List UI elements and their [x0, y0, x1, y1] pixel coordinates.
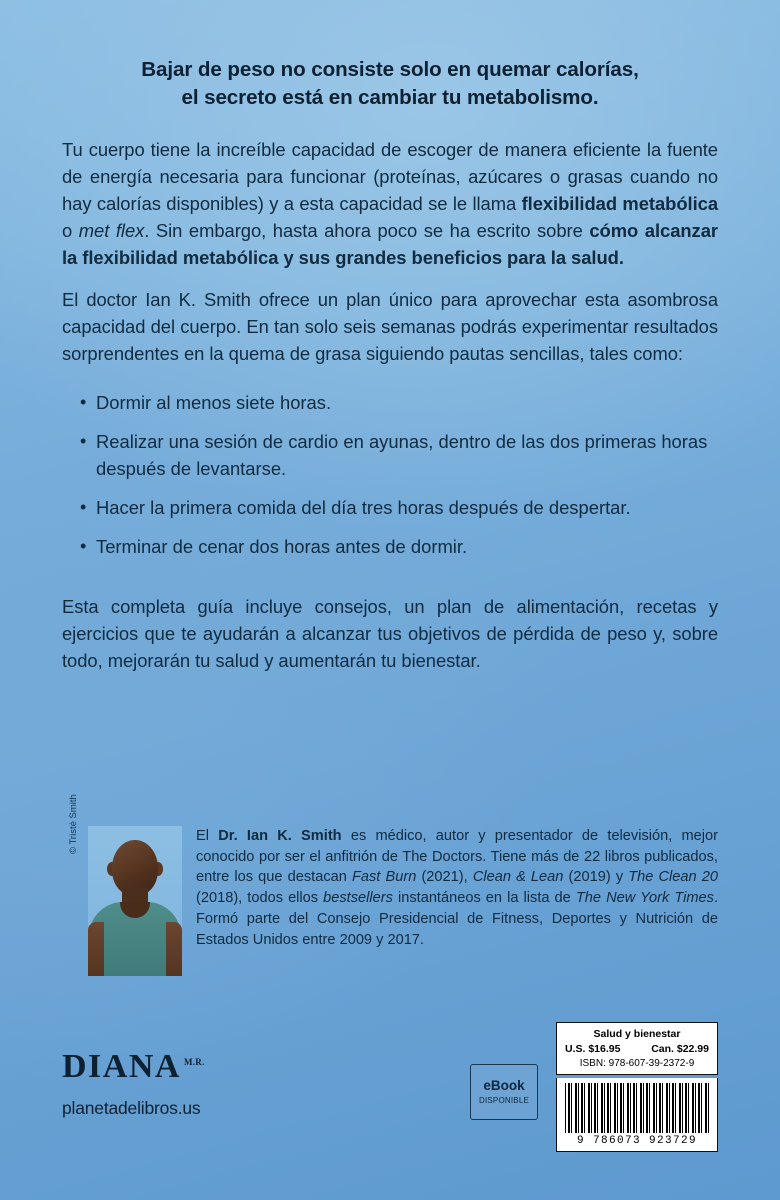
- bio-part-3: (2021),: [416, 869, 473, 886]
- headline-line-1: Bajar de peso no consiste solo en quemar calorías,: [141, 58, 639, 81]
- price-can: Can. $22.99: [651, 1042, 709, 1055]
- barcode-icon: [565, 1083, 709, 1133]
- bio-part-5: (2018), todos ellos: [196, 890, 324, 907]
- term-bestsellers: bestsellers: [323, 890, 393, 907]
- paragraph-plan: El doctor Ian K. Smith ofrece un plan único para aprovechar esta asombrosa capacidad del cuerpo. En tan solo seis semanas podrás experimentar resultados sorprendentes en la quema de grasa siguiendo pautas sencillas, tales como:: [62, 289, 718, 365]
- list-item: • Realizar una sesión de cardio en ayunas, dentro de las dos primeras horas después de levantarse.: [80, 429, 718, 483]
- paragraph-intro: [62, 111, 718, 271]
- paragraph-intro-emphasis: cómo alcanzar la flexibilidad metabólica y sus grandes beneficios para la salud.: [62, 219, 718, 268]
- term-met-flex: met flex: [78, 219, 145, 241]
- photo-credit: © Tristé Smith: [68, 794, 79, 854]
- list-item: • Hacer la primera comida del día tres horas después de despertar.: [80, 495, 718, 522]
- bio-part-2: es médico, autor y presentador de televisión, mejor conocido por ser el anfitrión de The Doctors. Tiene más de 22 libros publicados, entre los que destacan: [196, 828, 719, 886]
- author-name: Dr. Ian K. Smith: [218, 828, 342, 844]
- list-item: • Terminar de cenar dos horas antes de dormir.: [80, 534, 718, 561]
- bio-part-6: instantáneos en la lista de: [392, 890, 576, 907]
- ebook-availability: DISPONIBLE: [478, 1095, 529, 1105]
- ebook-label: eBook: [483, 1078, 525, 1094]
- trademark-mark: M.R.: [183, 1056, 205, 1067]
- paragraph-closing: Esta completa guía incluye consejos, un plan de alimentación, recetas y ejercicios que te ayudarán a alcanzar tus objetivos de pérdida de peso y, sobre todo, mejorarán tu salud y aumentarán tu bienestar.: [62, 596, 718, 672]
- bio-part-7: . Formó parte del Consejo Presidencial de Fitness, Deportes y Nutrición de Estados Unidos entre 2009 y 2017.: [196, 890, 718, 948]
- publisher-website[interactable]: planetadelibros.us: [62, 1098, 201, 1118]
- guidelines-list: [62, 368, 718, 560]
- publisher-name: DIANA: [62, 1048, 181, 1085]
- list-item: • Dormir al menos siete horas.: [80, 390, 718, 417]
- ebook-badge: [470, 1064, 538, 1120]
- book-category: Salud y bienestar: [593, 1028, 681, 1040]
- author-bio: [182, 826, 718, 950]
- bio-part-4: (2019) y: [563, 869, 629, 886]
- bio-part-1: El: [196, 828, 219, 844]
- author-photo-wrap: [62, 794, 182, 976]
- price-box: [556, 1022, 718, 1075]
- book-title-the-clean-20: The Clean 20: [628, 869, 718, 886]
- book-title-clean-and-lean: Clean & Lean: [472, 869, 564, 886]
- photo-arm-left: [88, 922, 104, 976]
- photo-arm-right: [166, 922, 182, 976]
- author-photo: [88, 826, 182, 976]
- publisher-logo: [62, 1050, 205, 1084]
- book-title-fast-burn: Fast Burn: [351, 869, 417, 886]
- publisher-logo-block: [62, 1050, 205, 1119]
- headline: [62, 0, 718, 111]
- price-us: U.S. $16.95: [565, 1042, 621, 1055]
- author-block: [62, 794, 719, 976]
- headline-line-2: el secreto está en cambiar tu metabolismo.: [181, 85, 599, 109]
- barcode-number: 9 786073 923729: [576, 1135, 698, 1147]
- isbn-text: ISBN: 978-607-39-2372-9: [579, 1057, 695, 1069]
- paragraph-intro-part-2: o: [62, 219, 79, 241]
- barcode-box: [556, 1078, 718, 1152]
- paragraph-intro-part-1: Tu cuerpo tiene la increíble capacidad de escoger de manera eficiente la fuente de energía necesaria para funcionar (proteínas, azúcares o grasas cuando no hay calorías disponibles) y a esta capacidad se le llama: [62, 139, 718, 214]
- term-flexibilidad-metabolica: flexibilidad metabólica: [521, 192, 718, 214]
- price-row: [563, 1042, 711, 1057]
- publication-new-york-times: The New York Times: [575, 890, 714, 907]
- paragraph-intro-part-3: . Sin embargo, hasta ahora poco se ha escrito sobre: [144, 219, 590, 241]
